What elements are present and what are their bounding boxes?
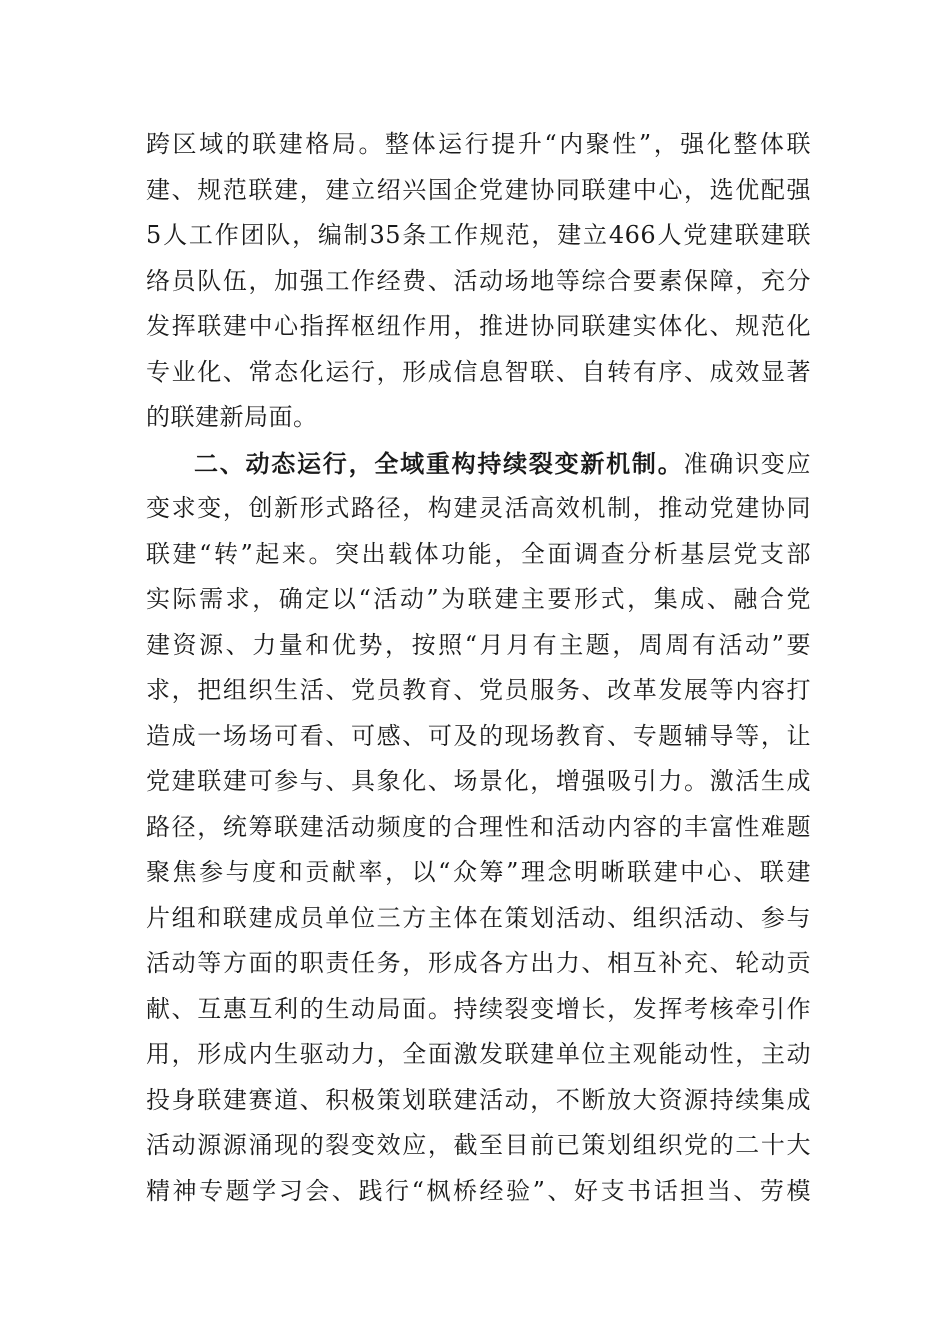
paragraph-line: 建、规范联建，建立绍兴国企党建协同联建中心，选优配强 [146,175,811,204]
paragraph-line: 求，把组织生活、党员教育、党员服务、改革发展等内容打 [146,676,811,704]
paragraph-line: 联建“转”起来。突出载体功能，全面调查分析基层党支部 [146,539,811,568]
paragraph-line: 精神专题学习会、践行“枫桥经验”、好支书话担当、劳模 [146,1176,811,1205]
paragraph-line: 5人工作团队，编制35条工作规范，建立466人党建联建联 [146,221,811,249]
paragraph-line: 投身联建赛道、积极策划联建活动，不断放大资源持续集成 [146,1085,811,1114]
paragraph-line: 党建联建可参与、具象化、场景化，增强吸引力。激活生成 [146,767,811,795]
paragraph-line: 用，形成内生驱动力，全面激发联建单位主观能动性，主动 [146,1040,811,1068]
paragraph-line: 的联建新局面。 [146,403,318,431]
section-heading-line [146,441,811,487]
paragraph-line: 活动源源涌现的裂变效应，截至目前已策划组织党的二十大 [146,1131,811,1159]
paragraph-line: 变求变，创新形式路径，构建灵活高效机制，推动党建协同 [146,494,811,522]
paragraph-line: 跨区域的联建格局。整体运行提升“内聚性”，强化整体联 [146,130,811,158]
paragraph-line: 实际需求，确定以“活动”为联建主要形式，集成、融合党 [146,585,811,613]
paragraph-line: 建资源、力量和优势，按照“月月有主题，周周有活动”要 [146,630,811,659]
body-text [146,122,811,1214]
paragraph-line: 献、互惠互利的生动局面。持续裂变增长，发挥考核牵引作 [146,994,811,1023]
paragraph-line: 发挥联建中心指挥枢纽作用，推进协同联建实体化、规范化 [146,312,811,340]
paragraph-line: 片组和联建成员单位三方主体在策划活动、组织活动、参与 [146,903,811,932]
paragraph-line: 造成一场场可看、可感、可及的现场教育、专题辅导等，让 [146,721,811,750]
paragraph-line: 聚焦参与度和贡献率，以“众筹”理念明晰联建中心、联建 [146,858,811,886]
paragraph-line: 专业化、常态化运行，形成信息智联、自转有序、成效显著 [146,357,811,386]
paragraph-line: 路径，统筹联建活动频度的合理性和活动内容的丰富性难题 [146,812,811,841]
section-heading: 二、动态运行，全域重构持续裂变新机制。 [194,448,684,478]
paragraph-line: 络员队伍，加强工作经费、活动场地等综合要素保障，充分 [146,266,811,295]
section-heading-rest: 准确识变应 [683,449,812,478]
paragraph-line: 活动等方面的职责任务，形成各方出力、相互补充、轮动贡 [146,949,811,977]
